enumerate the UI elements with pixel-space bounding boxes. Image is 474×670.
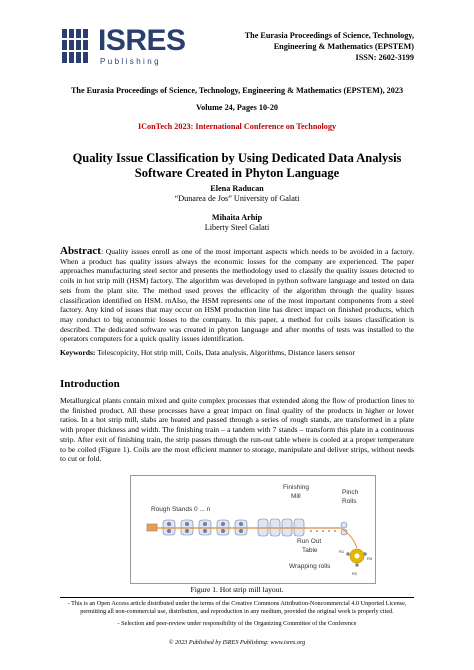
hot-strip-mill-diagram: [131, 476, 375, 583]
issn: ISSN: 2602-3199: [355, 53, 414, 62]
conference-line: IConTech 2023: International Conference on Technology: [137, 122, 337, 131]
abstract: [60, 247, 414, 344]
pinch-roll: [341, 522, 347, 528]
abstract-label: Abstract: [60, 245, 101, 257]
label-finishing: Finishing: [283, 484, 310, 491]
keywords-text: Telescopicity, Hot strip mill, Coils, Data analysis, Algorithms, Distance lasers sensor: [95, 348, 355, 357]
label-mill: Mill: [291, 493, 301, 500]
isres-logo-mark-icon: [60, 26, 94, 66]
logo-subtext: Publishing: [100, 57, 161, 66]
label-rolls: Rolls: [342, 498, 357, 505]
section-heading-introduction: Introduction: [60, 378, 120, 390]
footnote-license-line2: permitting all non-commercial use, distribution, and reproduction in any medium, provided the original work is properly cited.: [80, 608, 394, 615]
journal-name-line2: Engineering & Mathematics (EPSTEM): [273, 42, 414, 51]
footnote-peer-review: - Selection and peer-review under responsibility of the Organizing Committee of the Conference: [117, 620, 357, 627]
isres-logo: [60, 24, 186, 76]
label-wrapping-rolls: Wrapping rolls: [289, 563, 331, 570]
volume-line: Volume 24, Pages 10-20: [195, 103, 279, 112]
label-table: Table: [302, 547, 318, 554]
author-affiliation: “Dunarea de Jos” University of Galati: [174, 194, 300, 203]
label-r3: R3: [367, 556, 373, 561]
label-pinch: Pinch: [342, 489, 359, 496]
journal-name-line1: The Eurasia Proceedings of Science, Technology,: [244, 31, 414, 40]
author-name: Elena Raducan: [210, 184, 264, 193]
journal-header: [174, 30, 414, 63]
run-out-table-rollers: [310, 530, 336, 532]
author-name: Mihaita Arhip: [211, 213, 263, 222]
label-r2: R2: [352, 571, 358, 576]
keywords-label: Keywords:: [60, 348, 96, 357]
footnote-license-line1: - This is an Open Access article distributed under the terms of the Creative Commons Attribution-Noncommercial 4.0 Unported License,: [67, 600, 407, 607]
author-affiliation: Liberty Steel Galati: [204, 223, 270, 232]
keywords: [60, 348, 414, 358]
footnote-divider: [60, 597, 414, 598]
proceedings-line: The Eurasia Proceedings of Science, Technology, Engineering & Mathematics (EPSTEM), 2023: [70, 86, 404, 95]
abstract-text: : Quality issues enroll as one of the most important aspects which needs to be avoided in a factory. When a product has quality issues always the economic losses for the company are experienced. The paper approaches manufacturing steel sector and presents the methodology used to classify the quality issues detected to coils in hot strip mill (HSM) factory. The algorithm was developed in python software language and tested on data sets from the plant site. The method used proves the efficacity of the algorithm through the quality issues classification identified on HSM. rnAlso, the HSM represents one of the most important components from a steel factory. Any kind of issues that may occur on HSM production line has direct impact on finished products, which may conduct to big economic losses to the company. In this paper, a method for coils issues classification is described. The dedicated software was created in phyton language and after months of tests was installed to the operators computers for a quick quality issues identification.: [60, 247, 414, 344]
label-run-out: Run Out: [297, 538, 322, 545]
label-rough-stands: Rough Stands 0 ... n: [151, 506, 211, 513]
wrapping-roll: [355, 563, 359, 567]
paper-title: Quality Issue Classification by Using Dedicated Data Analysis Software Created in Phyton Language: [72, 151, 402, 180]
wrapping-roll: [346, 552, 350, 556]
label-r1: R1: [339, 549, 345, 554]
publisher-line: © 2023 Published by ISRES Publishing: www.isres.org: [168, 639, 306, 646]
introduction-text: Metallurgical plants contain mixed and quite complex processes that extended along the flow of production lines to the finished product. All these processes have a great impact on final quality of the products in higher or lower ratios. In a hot strip mill, slabs are heated and passed through a series of rough stands, are transformed in a plate with proper thickness and width. The finishing train – a tandem with 7 stands – transform this plate in a continuous strip. After exit of finishing train, the strip passes through the run-out table where is cooled at a proper temperature to be coiled (Figure 1). Coils are the most efficient manner to storage, manipulate and deliver strips, without needs to cut or fold.: [60, 396, 414, 464]
logo-text: ISRES: [98, 24, 186, 57]
furnace-shape: [147, 524, 157, 531]
figure-caption: Figure 1. Hot strip mill layout.: [190, 585, 284, 594]
hot-strip-mill-figure: [130, 475, 376, 584]
